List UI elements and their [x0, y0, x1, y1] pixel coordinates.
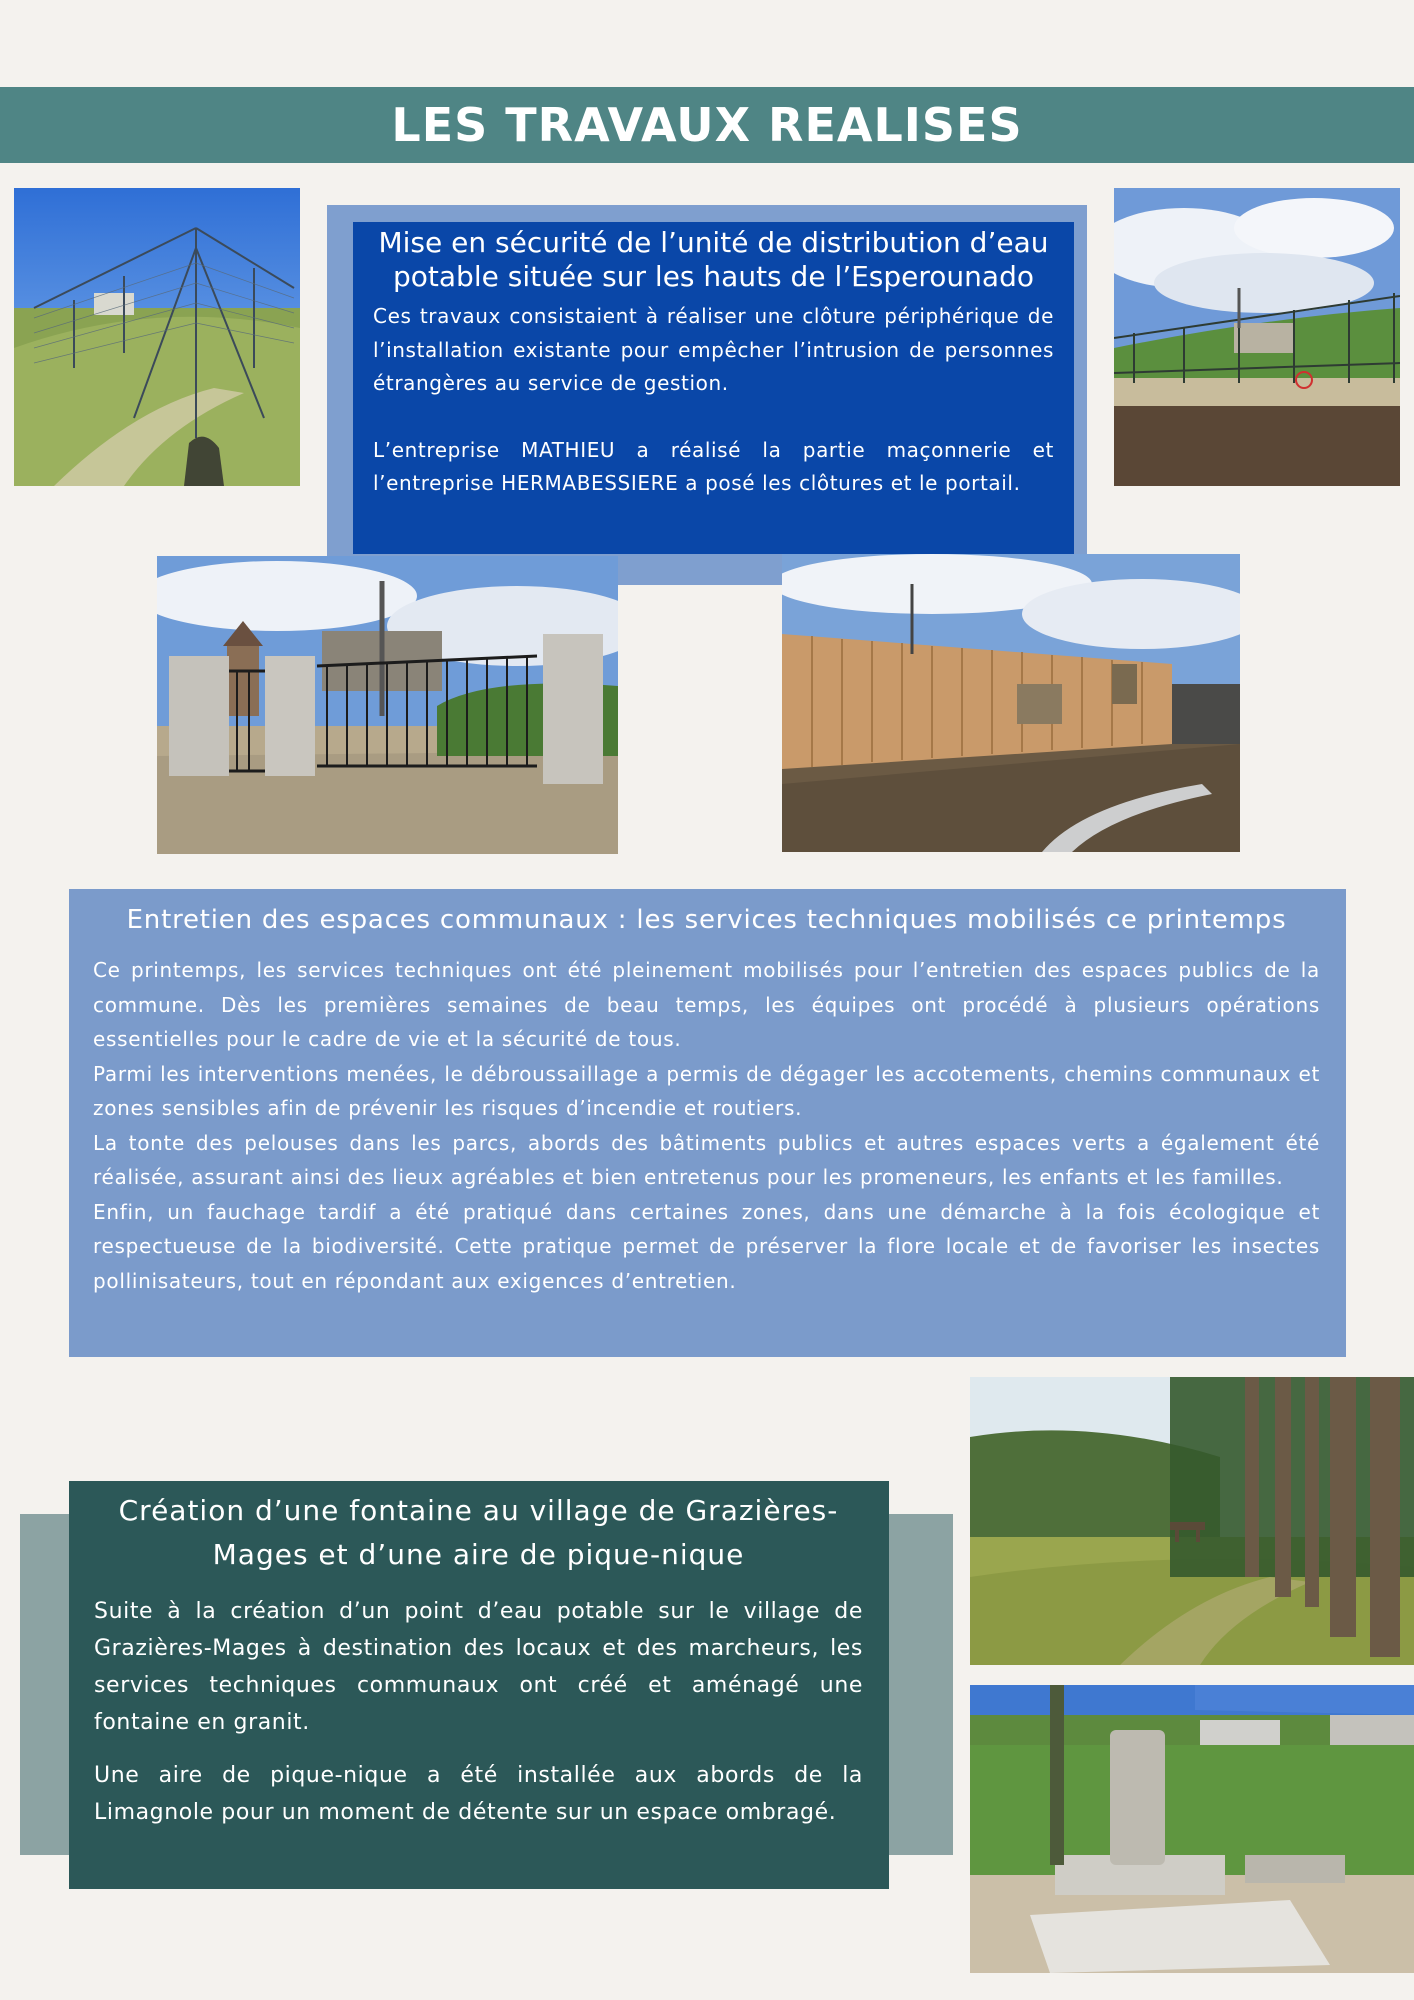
page-title: LES TRAVAUX REALISES: [391, 98, 1023, 152]
fountain-paragraph: Une aire de pique-nique a été installée aux abords de la Limagnole pour un moment de détente sur un espace ombragé.: [94, 1763, 863, 1825]
maintenance-paragraph: La tonte des pelouses dans les parcs, abords des bâtiments publics et autres espaces verts a également été réalisée, assurant ainsi des lieux agréables et bien entretenus pour les promeneurs, les enfants et les familles.: [93, 1130, 1320, 1189]
header-band: [0, 87, 1414, 163]
photo-picnic-area: [970, 1377, 1414, 1665]
photo-wooden-fence: [782, 554, 1240, 852]
water-section-paragraph: Ces travaux consistaient à réaliser une clôture périphérique de l’installation existante pour empêcher l’intrusion de personnes étrangères au service de gestion.: [373, 304, 1054, 395]
water-section-title: Mise en sécurité de l’unité de distribution d’eau potable située sur les hauts de l’Esperounado: [378, 226, 1049, 293]
photo-fence-corner: [14, 188, 300, 486]
maintenance-paragraph: Enfin, un fauchage tardif a été pratiqué dans certaines zones, dans une démarche à la fois écologique et respectueuse de la biodiversité. Cette pratique permet de préserver la flore locale et de favoriser les insectes pollinisateurs, tout en répondant aux exigences d’entretien.: [93, 1199, 1320, 1293]
fountain-paragraph: Suite à la création d’un point d’eau potable sur le village de Grazières-Mages à destination des locaux et des marcheurs, les services techniques communaux ont créé et aménagé une fontaine en granit.: [94, 1599, 863, 1735]
fountain-section: [69, 1481, 889, 1889]
maintenance-paragraph: Ce printemps, les services techniques ont été pleinement mobilisés pour l’entretien des espaces publics de la commune. Dès les premières semaines de beau temps, les équipes ont procédé à plusieurs opérations essentielles pour le cadre de vie et la sécurité de tous.: [93, 958, 1320, 1051]
photo-granite-fountain: [970, 1685, 1414, 1973]
fountain-section-title: Création d’une fontaine au village de Grazières-Mages et d’une aire de pique-nique: [118, 1494, 839, 1571]
maintenance-section-title: Entretien des espaces communaux : les services techniques mobilisés ce printemps: [126, 905, 1287, 935]
photo-fence-building: [1114, 188, 1400, 486]
maintenance-paragraph: Parmi les interventions menées, le débroussaillage a permis de dégager les accotements, chemins communaux et zones sensibles afin de prévenir les risques d’incendie et routiers.: [93, 1061, 1320, 1120]
water-section-paragraph: L’entreprise MATHIEU a réalisé la partie maçonnerie et l’entreprise HERMABESSIERE a posé les clôtures et le portail.: [373, 437, 1054, 495]
water-section: [353, 222, 1074, 554]
photo-gate: [157, 556, 618, 854]
maintenance-section: [69, 889, 1346, 1357]
